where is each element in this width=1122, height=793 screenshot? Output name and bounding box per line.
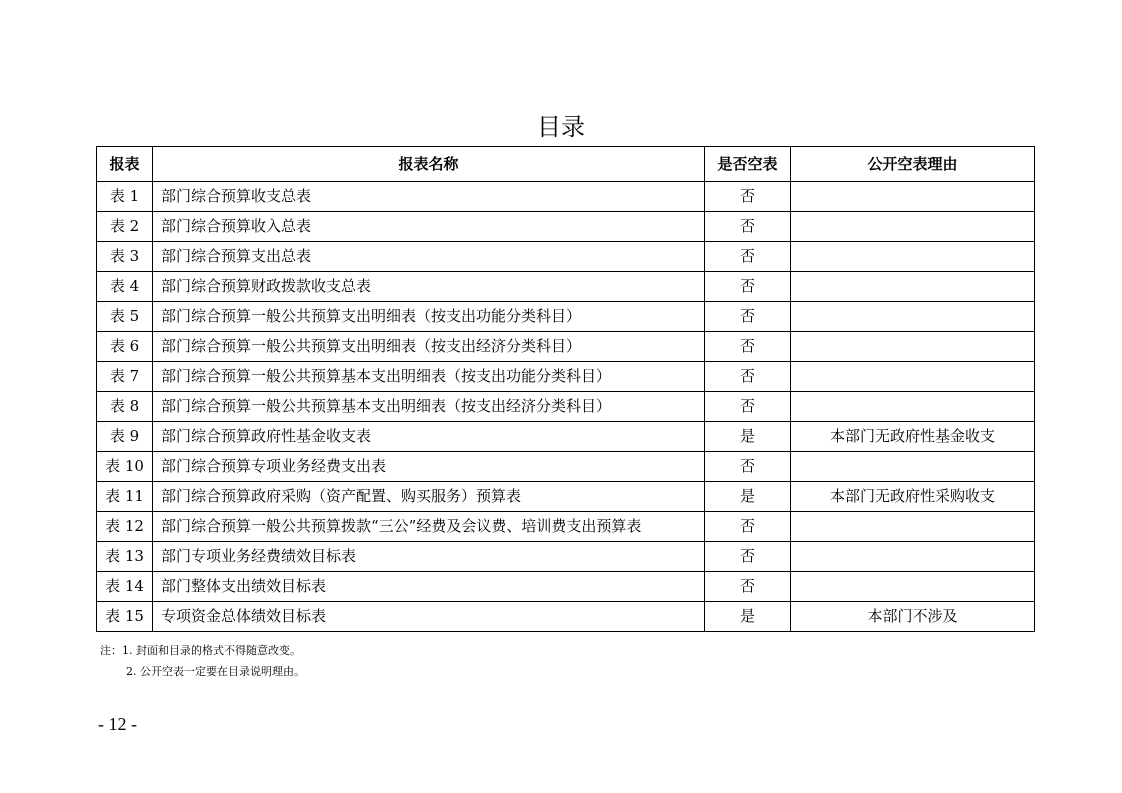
cell-is-empty: 否 [705,272,791,302]
cell-empty-reason [791,242,1035,272]
cell-table-name: 部门整体支出绩效目标表 [153,572,705,602]
cell-table-no: 表 10 [97,452,153,482]
cell-is-empty: 否 [705,362,791,392]
cell-table-no: 表 8 [97,392,153,422]
table-row [97,302,1035,332]
cell-empty-reason [791,392,1035,422]
table-row [97,272,1035,302]
cell-table-name: 部门专项业务经费绩效目标表 [153,542,705,572]
cell-table-name: 部门综合预算一般公共预算支出明细表（按支出功能分类科目） [153,302,705,332]
cell-is-empty: 否 [705,392,791,422]
table-row [97,542,1035,572]
table-row [97,332,1035,362]
cell-table-name: 专项资金总体绩效目标表 [153,602,705,632]
table-row [97,212,1035,242]
cell-table-name: 部门综合预算政府性基金收支表 [153,422,705,452]
cell-table-no: 表 14 [97,572,153,602]
cell-empty-reason [791,302,1035,332]
cell-table-no: 表 15 [97,602,153,632]
cell-table-name: 部门综合预算一般公共预算拨款“三公”经费及会议费、培训费支出预算表 [153,512,705,542]
cell-table-name: 部门综合预算财政拨款收支总表 [153,272,705,302]
notes [100,640,305,682]
cell-table-no: 表 11 [97,482,153,512]
cell-empty-reason [791,542,1035,572]
cell-empty-reason [791,272,1035,302]
header-empty-reason: 公开空表理由 [791,147,1035,182]
cell-empty-reason [791,362,1035,392]
table-row [97,182,1035,212]
cell-is-empty: 否 [705,542,791,572]
cell-table-name: 部门综合预算专项业务经费支出表 [153,452,705,482]
cell-empty-reason [791,332,1035,362]
table-row [97,242,1035,272]
cell-empty-reason [791,182,1035,212]
toc-table-body [97,182,1035,632]
table-row [97,572,1035,602]
cell-is-empty: 否 [705,242,791,272]
cell-empty-reason [791,212,1035,242]
cell-table-no: 表 1 [97,182,153,212]
cell-table-name: 部门综合预算一般公共预算支出明细表（按支出经济分类科目） [153,332,705,362]
cell-table-no: 表 12 [97,512,153,542]
table-row [97,512,1035,542]
cell-table-no: 表 13 [97,542,153,572]
cell-table-no: 表 3 [97,242,153,272]
table-row [97,482,1035,512]
cell-empty-reason [791,452,1035,482]
note-2: 2. 公开空表一定要在目录说明理由。 [126,665,305,678]
cell-table-no: 表 7 [97,362,153,392]
header-is-empty: 是否空表 [705,147,791,182]
cell-is-empty: 否 [705,332,791,362]
cell-table-no: 表 5 [97,302,153,332]
cell-is-empty: 否 [705,572,791,602]
cell-table-name: 部门综合预算政府采购（资产配置、购买服务）预算表 [153,482,705,512]
page-title: 目录 [537,113,585,141]
cell-table-name: 部门综合预算支出总表 [153,242,705,272]
cell-empty-reason: 本部门无政府性采购收支 [791,482,1035,512]
cell-table-no: 表 4 [97,272,153,302]
note-1: 注：1. 封面和目录的格式不得随意改变。 [100,644,301,657]
cell-table-name: 部门综合预算一般公共预算基本支出明细表（按支出功能分类科目） [153,362,705,392]
header-table-name: 报表名称 [153,147,705,182]
table-row [97,602,1035,632]
header-table-no: 报表 [97,147,153,182]
cell-empty-reason: 本部门无政府性基金收支 [791,422,1035,452]
table-row [97,392,1035,422]
cell-is-empty: 是 [705,602,791,632]
cell-is-empty: 否 [705,212,791,242]
cell-empty-reason: 本部门不涉及 [791,602,1035,632]
cell-table-no: 表 9 [97,422,153,452]
cell-table-name: 部门综合预算收入总表 [153,212,705,242]
cell-table-no: 表 2 [97,212,153,242]
page-number: - 12 - [98,714,137,734]
cell-table-name: 部门综合预算一般公共预算基本支出明细表（按支出经济分类科目） [153,392,705,422]
cell-is-empty: 否 [705,182,791,212]
cell-table-name: 部门综合预算收支总表 [153,182,705,212]
cell-is-empty: 否 [705,512,791,542]
cell-is-empty: 是 [705,422,791,452]
cell-is-empty: 否 [705,302,791,332]
toc-table [96,146,1035,632]
table-row [97,452,1035,482]
cell-table-no: 表 6 [97,332,153,362]
cell-empty-reason [791,572,1035,602]
table-header-row [97,147,1035,182]
cell-empty-reason [791,512,1035,542]
table-row [97,422,1035,452]
table-row [97,362,1035,392]
cell-is-empty: 是 [705,482,791,512]
cell-is-empty: 否 [705,452,791,482]
